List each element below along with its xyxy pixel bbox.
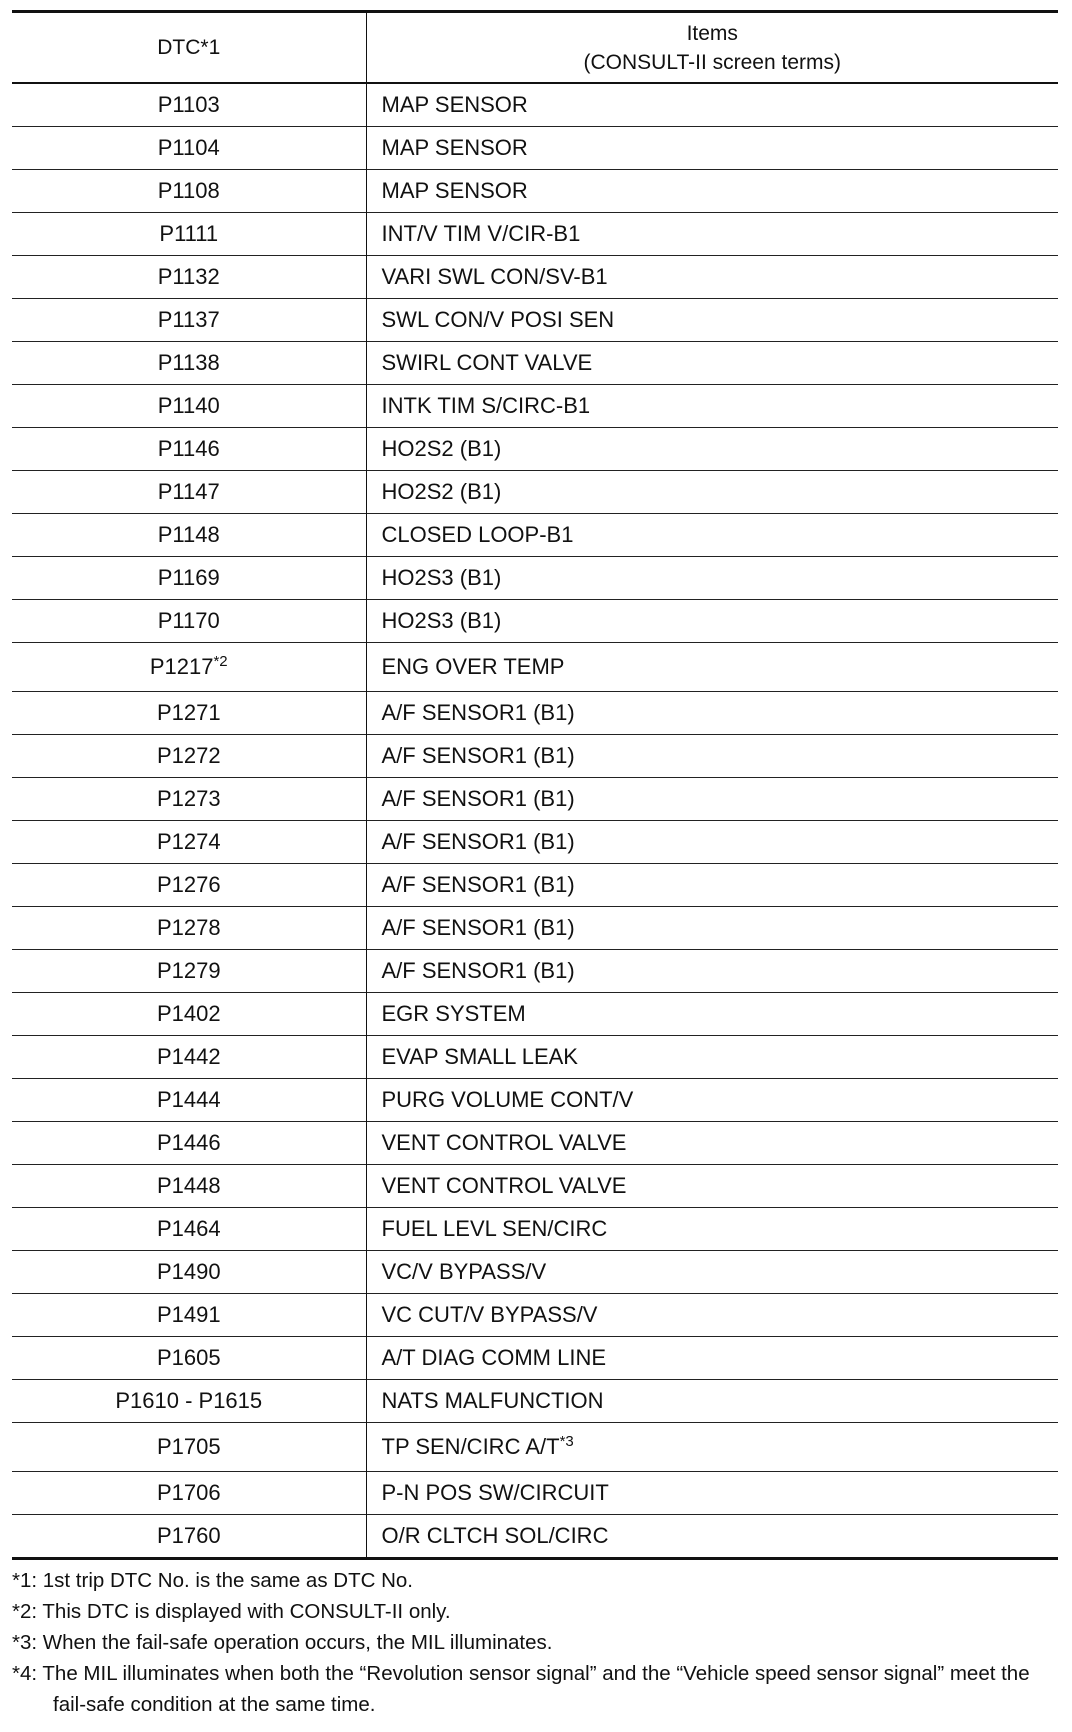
dtc-code: P1760 bbox=[156, 1523, 221, 1548]
dtc-code-cell bbox=[12, 907, 366, 950]
dtc-code-cell bbox=[12, 778, 366, 821]
dtc-code: P1402 bbox=[156, 1001, 221, 1026]
dtc-code: P1273 bbox=[156, 786, 221, 811]
item-term: FUEL LEVL SEN/CIRC bbox=[381, 1216, 608, 1241]
table-row bbox=[12, 83, 1058, 127]
dtc-code: P1148 bbox=[157, 522, 220, 547]
item-term: A/T DIAG COMM LINE bbox=[381, 1345, 607, 1370]
footnote: *2: This DTC is displayed with CONSULT-II only. bbox=[12, 1600, 451, 1623]
dtc-code-cell bbox=[12, 342, 366, 385]
item-term-cell bbox=[366, 600, 1058, 643]
dtc-code-cell bbox=[12, 514, 366, 557]
item-term-cell bbox=[366, 1515, 1058, 1559]
table-row bbox=[12, 907, 1058, 950]
dtc-code: P1464 bbox=[156, 1216, 221, 1241]
dtc-code: P1147 bbox=[157, 479, 220, 504]
table-row bbox=[12, 821, 1058, 864]
item-term-cell bbox=[366, 256, 1058, 299]
item-term: VC CUT/V BYPASS/V bbox=[381, 1302, 598, 1327]
table-row bbox=[12, 385, 1058, 428]
dtc-code-cell bbox=[12, 950, 366, 993]
table-row bbox=[12, 692, 1058, 735]
item-term: MAP SENSOR bbox=[381, 92, 528, 117]
dtc-code: P1111 bbox=[159, 221, 219, 246]
item-term: CLOSED LOOP-B1 bbox=[381, 522, 574, 547]
table-row bbox=[12, 1472, 1058, 1515]
table-row bbox=[12, 600, 1058, 643]
table-row bbox=[12, 557, 1058, 600]
item-term-cell bbox=[366, 385, 1058, 428]
item-term-cell bbox=[366, 514, 1058, 557]
item-term: A/F SENSOR1 (B1) bbox=[381, 872, 575, 897]
table-row bbox=[12, 1208, 1058, 1251]
item-term: INT/V TIM V/CIR-B1 bbox=[381, 221, 581, 246]
item-term: NATS MALFUNCTION bbox=[381, 1388, 604, 1413]
dtc-code-cell bbox=[12, 735, 366, 778]
table-row bbox=[12, 1079, 1058, 1122]
dtc-code-cell bbox=[12, 256, 366, 299]
dtc-table bbox=[12, 10, 1058, 1560]
dtc-code: P1444 bbox=[156, 1087, 221, 1112]
item-term: SWL CON/V POSI SEN bbox=[381, 307, 615, 332]
dtc-document bbox=[12, 10, 1058, 1720]
table-row bbox=[12, 778, 1058, 821]
footnotes bbox=[12, 1565, 1058, 1720]
item-term: EGR SYSTEM bbox=[381, 1001, 526, 1026]
item-term: VC/V BYPASS/V bbox=[381, 1259, 547, 1284]
item-term-cell bbox=[366, 127, 1058, 170]
item-term-cell bbox=[366, 821, 1058, 864]
item-term: MAP SENSOR bbox=[381, 135, 528, 160]
item-term-cell bbox=[366, 1380, 1058, 1423]
dtc-code-cell bbox=[12, 1294, 366, 1337]
item-term-cell bbox=[366, 1423, 1058, 1472]
item-term-cell bbox=[366, 299, 1058, 342]
items-header-label: Items bbox=[686, 21, 738, 45]
item-term-cell bbox=[366, 557, 1058, 600]
dtc-code: P1103 bbox=[157, 92, 220, 117]
item-term: A/F SENSOR1 (B1) bbox=[381, 958, 575, 983]
dtc-code-cell bbox=[12, 170, 366, 213]
dtc-code: P1278 bbox=[156, 915, 221, 940]
dtc-code: P1610 - P1615 bbox=[115, 1388, 263, 1413]
item-term: SWIRL CONT VALVE bbox=[381, 350, 593, 375]
item-term-cell bbox=[366, 1079, 1058, 1122]
item-term: PURG VOLUME CONT/V bbox=[381, 1087, 634, 1112]
dtc-code-cell bbox=[12, 1036, 366, 1079]
dtc-code: P1169 bbox=[157, 565, 220, 590]
dtc-code-cell bbox=[12, 1208, 366, 1251]
item-term-cell bbox=[366, 1337, 1058, 1380]
dtc-code-cell bbox=[12, 213, 366, 256]
dtc-code: P1448 bbox=[156, 1173, 221, 1198]
dtc-code-cell bbox=[12, 83, 366, 127]
item-term-cell bbox=[366, 643, 1058, 692]
item-term: A/F SENSOR1 (B1) bbox=[381, 786, 575, 811]
table-row bbox=[12, 428, 1058, 471]
item-term: INTK TIM S/CIRC-B1 bbox=[381, 393, 591, 418]
table-row bbox=[12, 643, 1058, 692]
item-term-cell bbox=[366, 1472, 1058, 1515]
dtc-code-cell bbox=[12, 127, 366, 170]
item-term: A/F SENSOR1 (B1) bbox=[381, 829, 575, 854]
table-row bbox=[12, 1036, 1058, 1079]
table-row bbox=[12, 1337, 1058, 1380]
item-term: VARI SWL CON/SV-B1 bbox=[381, 264, 608, 289]
table-row bbox=[12, 1122, 1058, 1165]
dtc-code: P1132 bbox=[157, 264, 220, 289]
table-row bbox=[12, 864, 1058, 907]
table-row bbox=[12, 1294, 1058, 1337]
dtc-code-cell bbox=[12, 1515, 366, 1559]
table-row bbox=[12, 1380, 1058, 1423]
footnote: *1: 1st trip DTC No. is the same as DTC No. bbox=[12, 1569, 414, 1592]
dtc-code-cell bbox=[12, 1423, 366, 1472]
dtc-code-cell bbox=[12, 1122, 366, 1165]
table-row bbox=[12, 993, 1058, 1036]
dtc-code-cell bbox=[12, 643, 366, 692]
item-term-cell bbox=[366, 83, 1058, 127]
dtc-code-cell bbox=[12, 1251, 366, 1294]
table-row bbox=[12, 950, 1058, 993]
dtc-code: P1490 bbox=[156, 1259, 221, 1284]
item-term-cell bbox=[366, 213, 1058, 256]
item-term-cell bbox=[366, 1294, 1058, 1337]
item-term-cell bbox=[366, 1251, 1058, 1294]
item-term: A/F SENSOR1 (B1) bbox=[381, 743, 575, 768]
table-row bbox=[12, 1423, 1058, 1472]
item-term: TP SEN/CIRC A/T bbox=[381, 1434, 560, 1459]
table-row bbox=[12, 256, 1058, 299]
item-term-cell bbox=[366, 950, 1058, 993]
dtc-code-cell bbox=[12, 428, 366, 471]
dtc-table-body bbox=[12, 83, 1058, 1559]
dtc-code: P1605 bbox=[156, 1345, 221, 1370]
dtc-code: P1271 bbox=[156, 700, 221, 725]
dtc-code: P1279 bbox=[156, 958, 221, 983]
dtc-code: P1442 bbox=[156, 1044, 221, 1069]
table-row bbox=[12, 471, 1058, 514]
dtc-code: P1706 bbox=[156, 1480, 221, 1505]
dtc-code: P1137 bbox=[157, 307, 220, 332]
dtc-code: P1170 bbox=[157, 608, 220, 633]
dtc-code: P1491 bbox=[156, 1302, 221, 1327]
table-row bbox=[12, 299, 1058, 342]
item-term-cell bbox=[366, 735, 1058, 778]
dtc-code-cell bbox=[12, 993, 366, 1036]
dtc-code-cell bbox=[12, 1337, 366, 1380]
table-row bbox=[12, 342, 1058, 385]
item-footnote-mark: *3 bbox=[559, 1433, 574, 1450]
item-term: ENG OVER TEMP bbox=[381, 654, 565, 679]
item-term-cell bbox=[366, 993, 1058, 1036]
item-term: HO2S2 (B1) bbox=[381, 479, 502, 504]
footnote: *3: When the fail-safe operation occurs, the MIL illuminates. bbox=[12, 1631, 553, 1654]
item-term: A/F SENSOR1 (B1) bbox=[381, 915, 575, 940]
dtc-code: P1140 bbox=[157, 393, 220, 418]
dtc-code-cell bbox=[12, 1165, 366, 1208]
dtc-code: P1217 bbox=[149, 654, 214, 679]
dtc-code-cell bbox=[12, 557, 366, 600]
item-term-cell bbox=[366, 342, 1058, 385]
item-term-cell bbox=[366, 864, 1058, 907]
item-term: P-N POS SW/CIRCUIT bbox=[381, 1480, 609, 1505]
table-header-row bbox=[12, 12, 1058, 84]
table-row bbox=[12, 1251, 1058, 1294]
item-term: EVAP SMALL LEAK bbox=[381, 1044, 578, 1069]
item-term-cell bbox=[366, 907, 1058, 950]
item-term-cell bbox=[366, 1208, 1058, 1251]
dtc-code: P1104 bbox=[157, 135, 220, 160]
item-term-cell bbox=[366, 1165, 1058, 1208]
dtc-code-cell bbox=[12, 864, 366, 907]
table-row bbox=[12, 735, 1058, 778]
item-term-cell bbox=[366, 692, 1058, 735]
item-term: HO2S3 (B1) bbox=[381, 608, 502, 633]
dtc-column-header: DTC*1 bbox=[12, 12, 366, 84]
item-term: VENT CONTROL VALVE bbox=[381, 1130, 627, 1155]
items-column-header bbox=[366, 12, 1058, 84]
dtc-code-cell bbox=[12, 821, 366, 864]
dtc-code: P1272 bbox=[156, 743, 221, 768]
item-term: O/R CLTCH SOL/CIRC bbox=[381, 1523, 609, 1548]
table-row bbox=[12, 1515, 1058, 1559]
dtc-code-cell bbox=[12, 1380, 366, 1423]
footnote: *4: The MIL illuminates when both the “Revolution sensor signal” and the “Vehicle speed sensor signal” meet the fail-safe condition at the same time. bbox=[12, 1662, 1030, 1716]
item-term-cell bbox=[366, 170, 1058, 213]
item-term-cell bbox=[366, 471, 1058, 514]
dtc-code: P1146 bbox=[157, 436, 220, 461]
dtc-code-cell bbox=[12, 1472, 366, 1515]
table-row bbox=[12, 170, 1058, 213]
dtc-code-cell bbox=[12, 299, 366, 342]
item-term-cell bbox=[366, 778, 1058, 821]
item-term-cell bbox=[366, 428, 1058, 471]
item-term: VENT CONTROL VALVE bbox=[381, 1173, 627, 1198]
item-term: A/F SENSOR1 (B1) bbox=[381, 700, 575, 725]
dtc-code-cell bbox=[12, 471, 366, 514]
table-row bbox=[12, 213, 1058, 256]
table-row bbox=[12, 1165, 1058, 1208]
item-term: MAP SENSOR bbox=[381, 178, 528, 203]
dtc-code: P1705 bbox=[156, 1434, 221, 1459]
dtc-code-cell bbox=[12, 1079, 366, 1122]
dtc-code-cell bbox=[12, 600, 366, 643]
dtc-code: P1276 bbox=[156, 872, 221, 897]
dtc-code-cell bbox=[12, 385, 366, 428]
dtc-code-footnote-mark: *2 bbox=[213, 653, 228, 670]
item-term: HO2S3 (B1) bbox=[381, 565, 502, 590]
dtc-code-cell bbox=[12, 692, 366, 735]
items-header-sublabel: (CONSULT-II screen terms) bbox=[583, 50, 841, 74]
item-term-cell bbox=[366, 1036, 1058, 1079]
table-row bbox=[12, 514, 1058, 557]
dtc-code: P1138 bbox=[157, 350, 220, 375]
item-term-cell bbox=[366, 1122, 1058, 1165]
table-row bbox=[12, 127, 1058, 170]
dtc-code: P1108 bbox=[157, 178, 220, 203]
dtc-code: P1446 bbox=[156, 1130, 221, 1155]
item-term: HO2S2 (B1) bbox=[381, 436, 502, 461]
dtc-code: P1274 bbox=[156, 829, 221, 854]
